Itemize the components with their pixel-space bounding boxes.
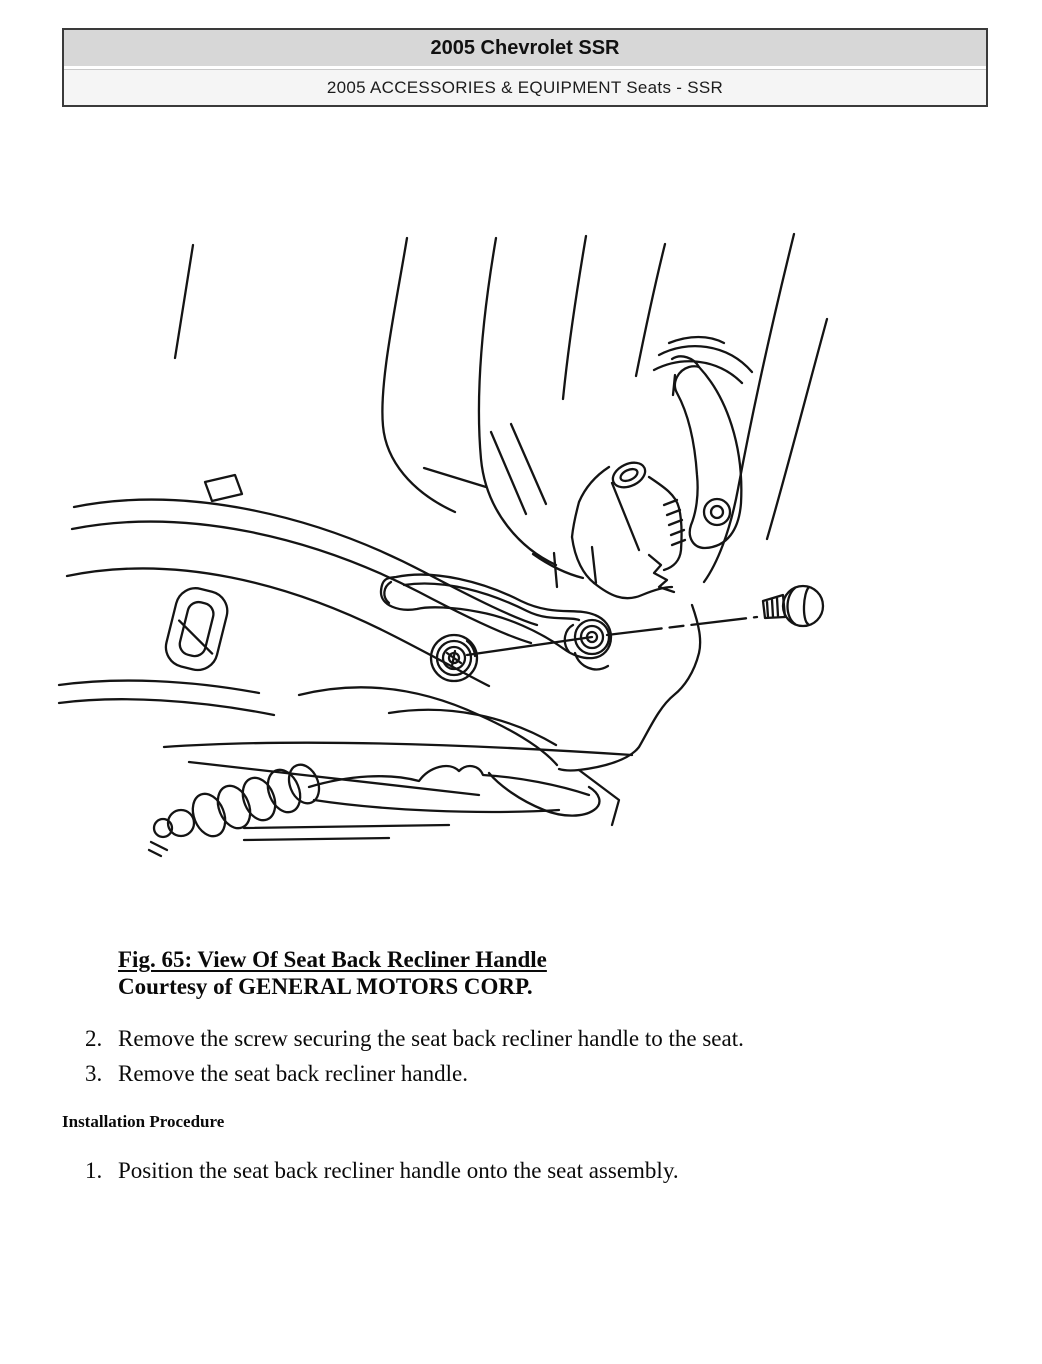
page-title: 2005 Chevrolet SSR [64,30,986,66]
step-number: 3. [85,1061,103,1086]
removal-step-2 [85,1026,744,1052]
installation-step-1 [85,1158,679,1184]
step-text: Remove the screw securing the seat back recliner handle to the seat. [118,1026,744,1051]
lumbar-handle [162,584,232,674]
seat-back [175,234,827,582]
recliner-bracket [554,458,685,598]
side-bolster [67,468,537,686]
document-header [62,28,988,107]
removal-step-3 [85,1061,468,1087]
page-subtitle: 2005 ACCESSORIES & EQUIPMENT Seats - SSR [64,69,986,105]
figure-caption-title: Fig. 65: View Of Seat Back Recliner Handle [118,947,547,972]
step-number: 1. [85,1158,103,1183]
seat-base [164,743,632,840]
figure-caption [118,946,547,1000]
retaining-screw [467,586,823,655]
step-text: Remove the seat back recliner handle. [118,1061,468,1086]
installation-procedure-heading: Installation Procedure [62,1112,225,1131]
release-lever [654,337,752,548]
recliner-handle [381,575,611,670]
figure-caption-courtesy: Courtesy of GENERAL MOTORS CORP. [118,974,533,999]
step-number: 2. [85,1026,103,1051]
pivot-hub [431,635,477,681]
step-text: Position the seat back recliner handle onto the seat assembly. [118,1158,679,1183]
seat-recliner-diagram [55,222,865,877]
